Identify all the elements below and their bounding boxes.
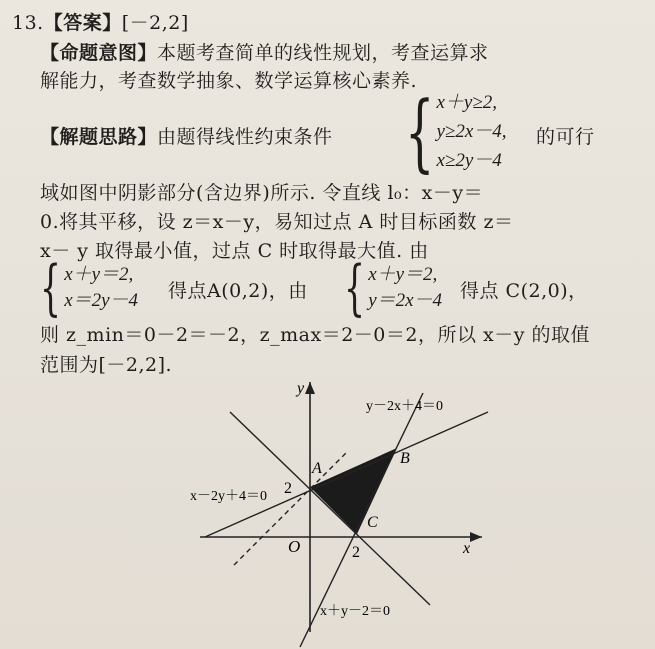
solution-lead: 由题得线性约束条件 — [157, 126, 333, 148]
solution-tag: 【解题思路】 — [40, 126, 158, 148]
axis-x-label: x — [463, 540, 471, 557]
feasible-region — [310, 448, 397, 534]
constraint-brace: { — [405, 82, 435, 181]
result-a: 得点A(0,2)，由 — [168, 280, 308, 302]
line-label-y-2x+4: y－2x＋4＝0 — [366, 399, 443, 414]
system-a-brace: { — [40, 253, 62, 323]
system-c-brace: { — [344, 253, 366, 323]
solution-line-6: x－ y 取得最小值，过点 C 时取得最大值. 由 — [40, 240, 429, 262]
after-constraints: 的可行 — [536, 126, 595, 148]
answer-value: [－2,2] — [121, 12, 189, 34]
constraint-3: x≥2y－4 — [436, 150, 502, 171]
x-intercept-label: 2 — [352, 544, 360, 561]
solution-line-5: 0.将其平移，设 z＝x－y，易知过点 A 时目标函数 z＝ — [40, 211, 514, 233]
point-a-label: A — [312, 460, 322, 477]
line-label-x-2y+4: x－2y＋4＝0 — [190, 489, 267, 504]
point-b-label: B — [400, 450, 410, 467]
x-axis-arrow — [470, 532, 482, 542]
constraint-1: x＋y≥2, — [436, 92, 497, 113]
answer-tag: 【答案】 — [43, 12, 122, 34]
origin-label: O — [288, 537, 301, 556]
system-c-eq1: x＋y＝2, — [368, 264, 438, 285]
intent-tag: 【命题意图】 — [40, 42, 158, 64]
y-intercept-label: 2 — [284, 480, 292, 497]
system-a-eq1: x＋y＝2, — [64, 264, 134, 285]
point-c-label: C — [367, 514, 378, 531]
axis-y-label: y — [297, 380, 305, 397]
question-number: 13. — [12, 12, 44, 34]
intent-text-1: 本题考查简单的线性规划，考查运算求 — [157, 42, 489, 64]
system-c-eq2: y＝2x－4 — [368, 290, 443, 311]
intent-text-2: 解能力，考查数学抽象、数学运算核心素养. — [40, 70, 418, 92]
solution-line-4: 域如图中阴影部分(含边界)所示. 令直线 l₀：x－y＝ — [40, 182, 484, 204]
constraint-2: y≥2x－4, — [436, 121, 507, 142]
system-a-eq2: x＝2y－4 — [64, 290, 139, 311]
result-c: 得点 C(2,0)， — [460, 280, 588, 302]
solution-line-8: 则 z_min＝0－2＝－2，z_max＝2－0＝2，所以 x－y 的取值 — [40, 324, 591, 346]
solution-line-9: 范围为[－2,2]. — [40, 354, 173, 376]
line-label-x+y-2: x＋y－2＝0 — [320, 604, 390, 619]
y-axis-arrow — [305, 382, 315, 394]
